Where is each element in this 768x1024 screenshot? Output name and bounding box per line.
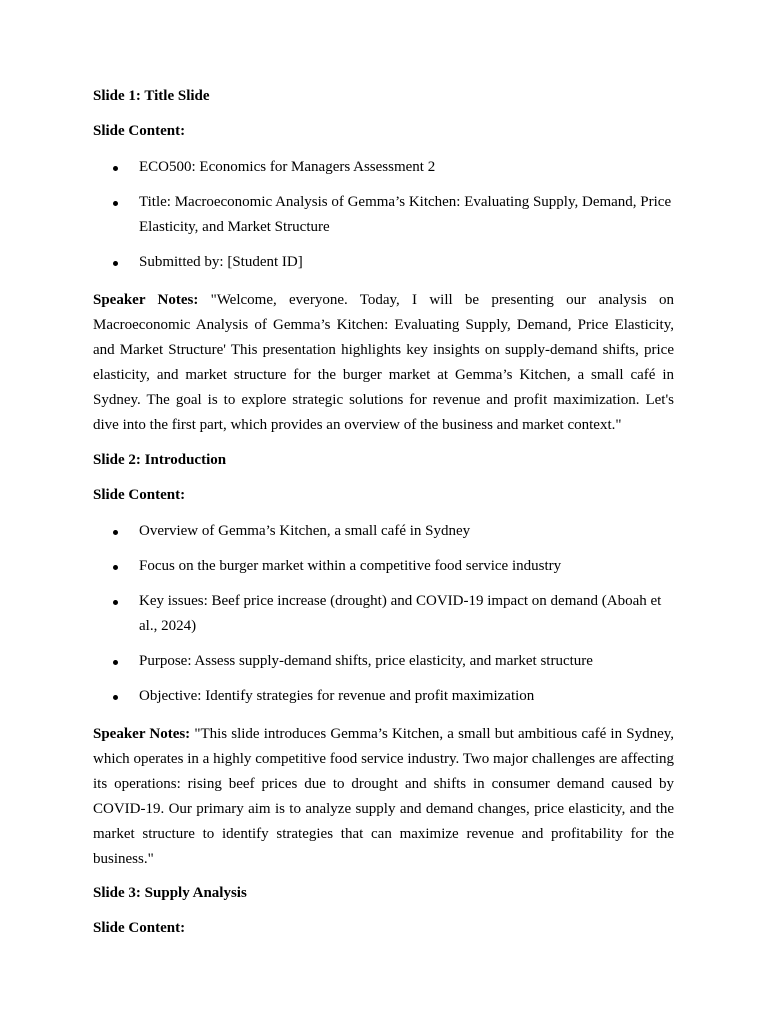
bullet-icon <box>113 530 118 535</box>
speaker-notes-text: "This slide introduces Gemma’s Kitchen, a small but ambitious café in Sydney, which operates in a highly competitive food service industry. Two major challenges are affecting its operations: rising beef prices due to drought and shifts in consumer demand caused by COVID-19. Our primary aim is to analyze supply and demand changes, price elasticity, and the market structure to identify strategies that can maximize revenue and profitability for the business." <box>93 725 674 868</box>
slide-1-content-label: Slide Content: <box>93 123 186 139</box>
slide-2-title: Slide 2: Introduction <box>93 451 227 468</box>
list-item: ECO500: Economics for Managers Assessment 2 <box>93 155 674 180</box>
list-item: Overview of Gemma’s Kitchen, a small café in Sydney <box>93 519 674 544</box>
slide-3-title: Slide 3: Supply Analysis <box>93 885 247 902</box>
bullet-icon <box>113 600 118 605</box>
list-item: Submitted by: [Student ID] <box>93 250 674 275</box>
bullet-icon <box>113 166 118 171</box>
bullet-icon <box>113 201 118 206</box>
slide-1-speaker-notes <box>93 288 674 439</box>
slide-2-content-label: Slide Content: <box>93 486 186 503</box>
bullet-icon <box>113 261 118 266</box>
speaker-notes-text: "Welcome, everyone. Today, I will be presenting our analysis on Macroeconomic Analysis of Gemma’s Kitchen: Evaluating Supply, Demand, Price Elasticity, and Market Structure' This presentation highlights key insights on supply-demand shifts, price elasticity, and market structure for the burger market at Gemma’s Kitchen, a small café in Sydney. The goal is to explore strategic solutions for revenue and profit maximization. Let's dive into the first part, which provides an overview of the business and market context." <box>93 292 674 434</box>
list-item: Objective: Identify strategies for revenue and profit maximization <box>93 684 674 709</box>
list-item: Title: Macroeconomic Analysis of Gemma’s Kitchen: Evaluating Supply, Demand, Price Elasticity, and Market Structure <box>93 190 674 240</box>
bullet-icon <box>113 695 118 700</box>
slide-3-content-label: Slide Content: <box>93 920 186 937</box>
slide-2-bullet-list <box>93 519 674 709</box>
bullet-icon <box>113 660 118 665</box>
bullet-icon <box>113 565 118 570</box>
speaker-notes-label: Speaker Notes: <box>93 725 191 742</box>
slide-1-bullet-list <box>93 155 674 275</box>
list-item: Focus on the burger market within a competitive food service industry <box>93 554 674 579</box>
slide-1-title: Slide 1: Title Slide <box>93 88 210 104</box>
speaker-notes-label: Speaker Notes: <box>93 292 199 308</box>
document-page <box>93 85 674 952</box>
list-item: Purpose: Assess supply-demand shifts, price elasticity, and market structure <box>93 649 674 674</box>
slide-2-speaker-notes <box>93 722 674 873</box>
list-item: Key issues: Beef price increase (drought) and COVID-19 impact on demand (Aboah et al., 2024) <box>93 589 674 639</box>
